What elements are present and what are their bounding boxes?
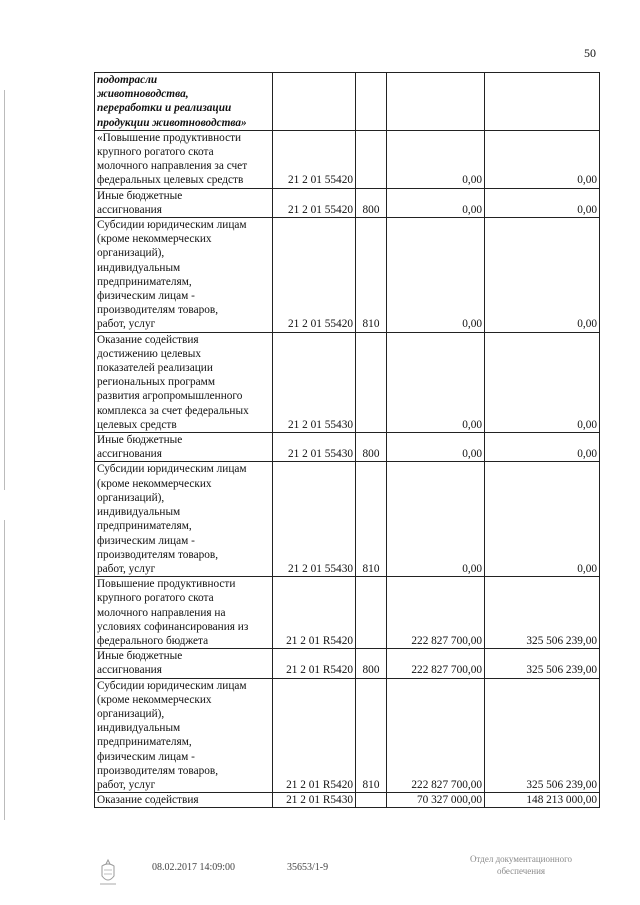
- amount-2017: 0,00: [387, 218, 485, 333]
- amount-2017: [387, 73, 485, 131]
- expense-type-code: 800: [356, 433, 387, 462]
- table-row: [95, 188, 600, 217]
- amount-2018: 0,00: [485, 433, 600, 462]
- row-name: Субсидии юридическим лицам (кроме некоммерческих организаций), индивидуальным предпринимателям, физическим лицам - производителям товаров, работ, услуг: [95, 218, 273, 333]
- target-article-code: 21 2 01 55430: [273, 332, 356, 432]
- row-name: Иные бюджетные ассигнования: [95, 188, 273, 217]
- amount-2018: 0,00: [485, 218, 600, 333]
- row-name: Оказание содействия достижению целевых показателей реализации региональных программ развития агропромышленного комплекса за счет федеральных целевых средств: [95, 332, 273, 432]
- row-name: «Повышение продуктивности крупного рогатого скота молочного направления за счет федеральных целевых средств: [95, 130, 273, 188]
- expense-type-code: [356, 577, 387, 649]
- expense-type-code: [356, 130, 387, 188]
- target-article-code: 21 2 01 55420: [273, 188, 356, 217]
- emblem-icon: [96, 858, 120, 888]
- table-row: [95, 577, 600, 649]
- row-name: Оказание содействия: [95, 793, 273, 808]
- expense-type-code: 810: [356, 218, 387, 333]
- target-article-code: 21 2 01 R5420: [273, 649, 356, 678]
- footer-doc-number: 35653/1-9: [287, 862, 329, 873]
- amount-2017: 0,00: [387, 462, 485, 577]
- target-article-code: 21 2 01 55430: [273, 462, 356, 577]
- expense-type-code: [356, 332, 387, 432]
- amount-2018: 148 213 000,00: [485, 793, 600, 808]
- amount-2017: 0,00: [387, 188, 485, 217]
- amount-2017: 222 827 700,00: [387, 649, 485, 678]
- table-row: [95, 332, 600, 432]
- page-number: 50: [584, 46, 596, 60]
- scan-edge-line: [4, 90, 5, 490]
- table-row: [95, 433, 600, 462]
- budget-table: [94, 72, 600, 808]
- row-name: Иные бюджетные ассигнования: [95, 433, 273, 462]
- amount-2017: 70 327 000,00: [387, 793, 485, 808]
- row-name: Иные бюджетные ассигнования: [95, 649, 273, 678]
- table-row: [95, 649, 600, 678]
- footer-date: 08.02.2017 14:09:00: [152, 862, 236, 873]
- expense-type-code: [356, 73, 387, 131]
- target-article-code: 21 2 01 55430: [273, 433, 356, 462]
- row-name: подотрасли животноводства, переработки и реализации продукции животноводства»: [95, 73, 273, 131]
- amount-2017: 222 827 700,00: [387, 678, 485, 793]
- table-row: [95, 73, 600, 131]
- amount-2018: [485, 73, 600, 131]
- amount-2017: 0,00: [387, 332, 485, 432]
- row-name: Повышение продуктивности крупного рогатого скота молочного направления на условиях софинансирования из федерального бюджета: [95, 577, 273, 649]
- expense-type-code: 800: [356, 649, 387, 678]
- target-article-code: 21 2 01 R5430: [273, 793, 356, 808]
- target-article-code: 21 2 01 55420: [273, 218, 356, 333]
- row-name: Субсидии юридическим лицам (кроме некоммерческих организаций), индивидуальным предпринимателям, физическим лицам - производителям товаров, работ, услуг: [95, 462, 273, 577]
- expense-type-code: 810: [356, 678, 387, 793]
- amount-2017: 0,00: [387, 130, 485, 188]
- scan-edge-line: [4, 520, 5, 820]
- table-row: [95, 130, 600, 188]
- row-name: Субсидии юридическим лицам (кроме некоммерческих организаций), индивидуальным предпринимателям, физическим лицам - производителям товаров, работ, услуг: [95, 678, 273, 793]
- expense-type-code: 800: [356, 188, 387, 217]
- target-article-code: 21 2 01 R5420: [273, 678, 356, 793]
- amount-2018: 325 506 239,00: [485, 649, 600, 678]
- amount-2018: 0,00: [485, 130, 600, 188]
- amount-2018: 325 506 239,00: [485, 678, 600, 793]
- table-row: [95, 218, 600, 333]
- expense-type-code: 810: [356, 462, 387, 577]
- target-article-code: 21 2 01 55420: [273, 130, 356, 188]
- amount-2017: 0,00: [387, 433, 485, 462]
- amount-2018: 0,00: [485, 188, 600, 217]
- table-row: [95, 462, 600, 577]
- table-row: [95, 793, 600, 808]
- expense-type-code: [356, 793, 387, 808]
- stamp-text: Отдел документационного обеспечения: [469, 854, 573, 876]
- target-article-code: [273, 73, 356, 131]
- amount-2018: 325 506 239,00: [485, 577, 600, 649]
- department-stamp: [448, 853, 594, 877]
- amount-2018: 0,00: [485, 332, 600, 432]
- target-article-code: 21 2 01 R5420: [273, 577, 356, 649]
- table-row: [95, 678, 600, 793]
- amount-2018: 0,00: [485, 462, 600, 577]
- amount-2017: 222 827 700,00: [387, 577, 485, 649]
- table-body: [95, 73, 600, 808]
